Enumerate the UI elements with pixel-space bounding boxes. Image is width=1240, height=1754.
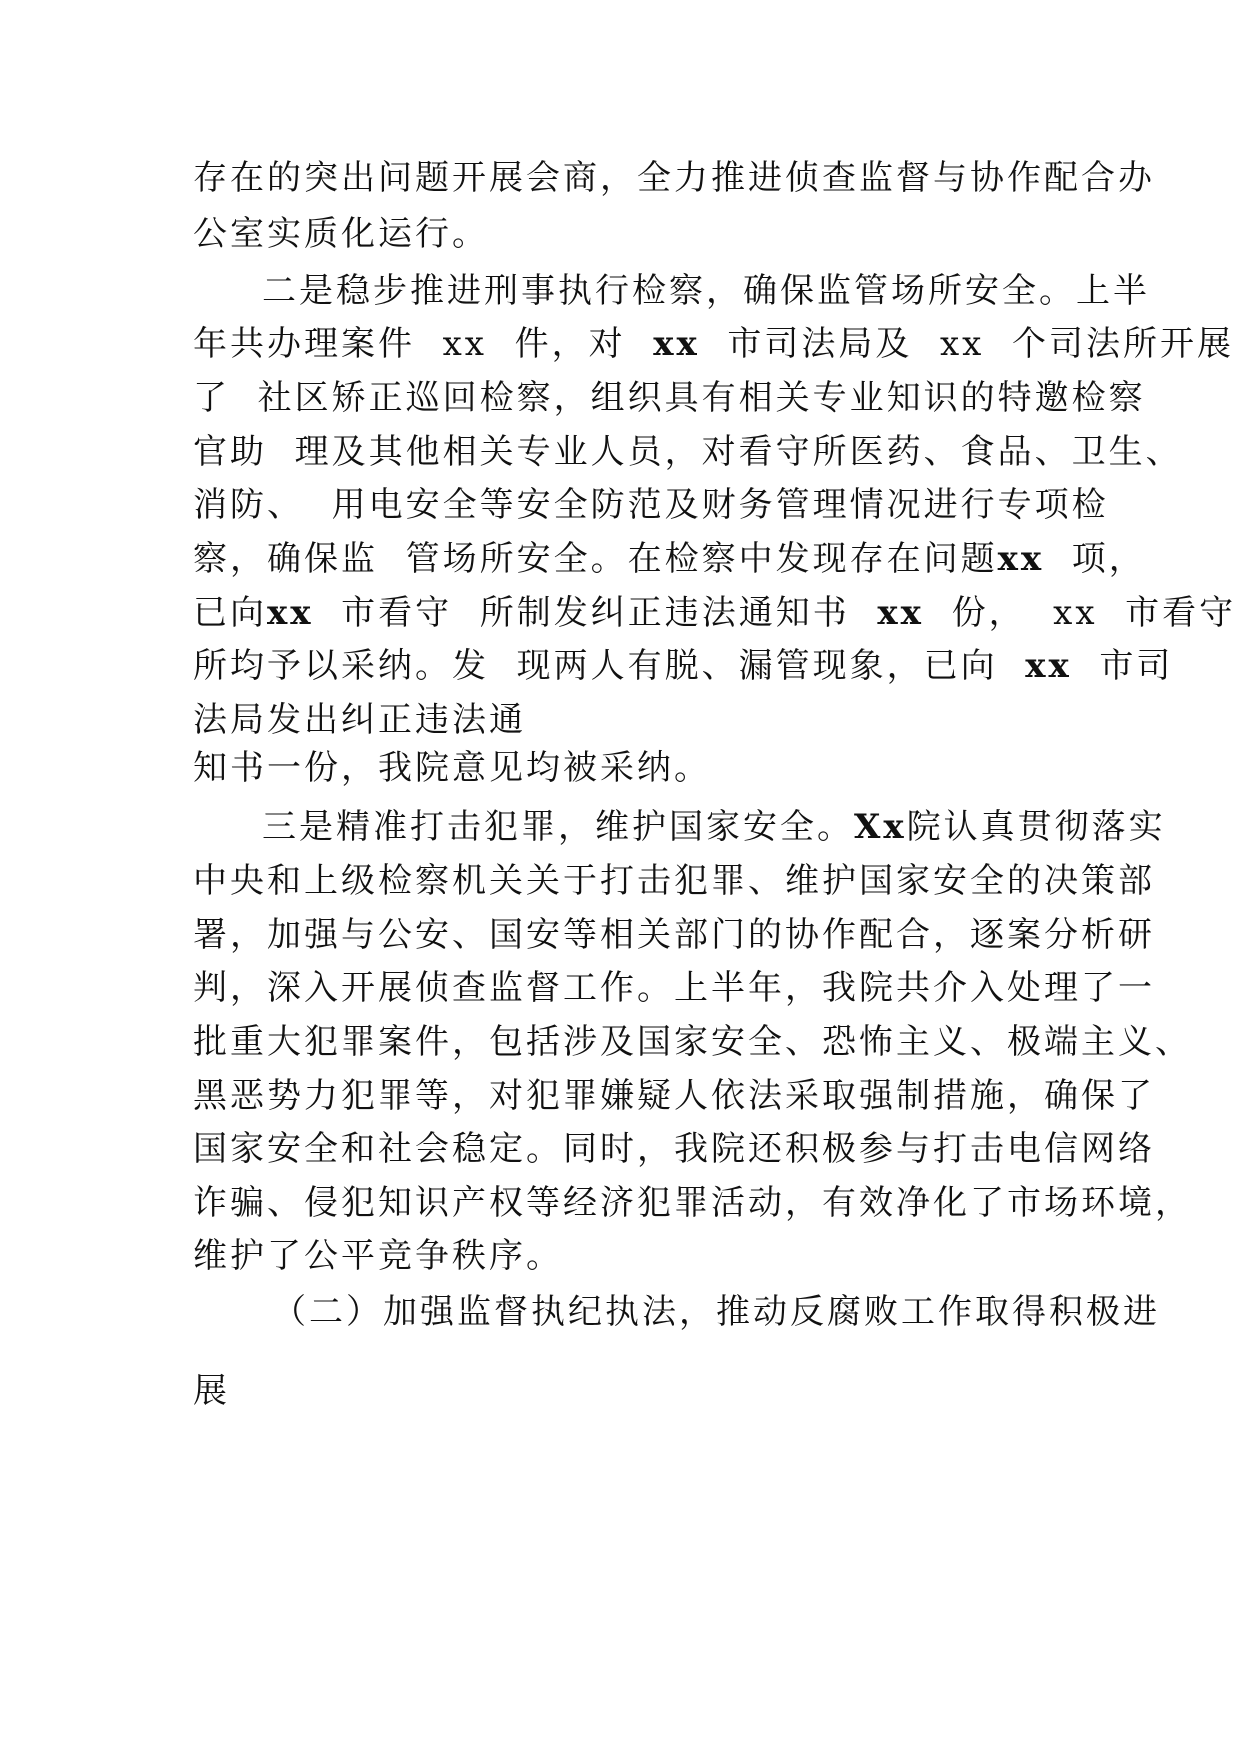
para2-line-8-b: xx (1025, 646, 1072, 686)
para2-line-7-b: xx (267, 593, 314, 633)
para2-line-2-b: xx (653, 324, 700, 364)
para3-line-9: 维护了公平竞争秩序。 (193, 1236, 563, 1276)
para2-line-6 (193, 539, 1146, 579)
para3-line-1-b: Xx (854, 807, 907, 847)
para3-line-2: 中央和上级检察机关关于打击犯罪、维护国家安全的决策部 (193, 861, 1155, 901)
para3-line-5: 批重大犯罪案件，包括涉及国家安全、恐怖主义、极端主义、 (193, 1022, 1192, 1062)
para1-line-1: 存在的突出问题开展会商，全力推进侦查监督与协作配合办 (193, 158, 1155, 198)
para2-line-2-a: 年共办理案件 xx 件，对 (193, 324, 654, 364)
section-heading-line-1: （二）加强监督执纪执法，推动反腐败工作取得积极进 (272, 1292, 1160, 1332)
para2-line-9: 法局发出纠正违法通 (193, 700, 526, 740)
para2-line-4: 官助 理及其他相关专业人员，对看守所医药、食品、卫生、 (193, 432, 1183, 472)
para2-line-6-c: 项， (1044, 539, 1146, 579)
para3-line-7: 国家安全和社会稳定。同时，我院还积极参与打击电信网络 (193, 1129, 1155, 1169)
para3-line-1-c: 院认真贯彻落实 (906, 807, 1166, 847)
para2-line-10: 知书一份，我院意见均被采纳。 (193, 748, 711, 788)
para3-line-1-a: 三是精准打击犯罪，维护国家安全。 (262, 807, 854, 847)
para2-line-6-b: xx (997, 539, 1045, 579)
para2-line-7-a: 已向 (193, 593, 267, 633)
para2-line-1: 二是稳步推进刑事执行检察，确保监管场所安全。上半 (262, 271, 1150, 311)
para3-line-6: 黑恶势力犯罪等，对犯罪嫌疑人依法采取强制措施，确保了 (193, 1076, 1155, 1116)
para2-line-5: 消防、 用电安全等安全防范及财务管理情况进行专项检 (193, 485, 1109, 525)
para3-line-1 (262, 807, 1166, 847)
para1-line-2: 公室实质化运行。 (193, 214, 489, 254)
para2-line-7-c: 市看守 所制发纠正违法通知书 (313, 593, 878, 633)
para2-line-3: 了 社区矫正巡回检察，组织具有相关专业知识的特邀检察 (193, 378, 1146, 418)
para2-line-6-a: 察，确保监 管场所安全。在检察中发现存在问题 (193, 539, 998, 579)
para2-line-8-a: 所均予以采纳。发 现两人有脱、漏管现象，已向 (193, 646, 1026, 686)
para2-line-7 (193, 593, 1236, 633)
section-heading-line-2: 展 (193, 1371, 230, 1411)
para2-line-2-c: 市司法局及 xx 个司法所开展 (699, 324, 1234, 364)
para3-line-3: 署，加强与公安、国安等相关部门的协作配合，逐案分析研 (193, 915, 1155, 955)
para2-line-7-e: 份， xx 市看守 (923, 593, 1237, 633)
para2-line-2 (193, 324, 1234, 364)
para2-line-8 (193, 646, 1173, 686)
para2-line-8-c: 市司 (1071, 646, 1174, 686)
para2-line-7-d: xx (877, 593, 924, 633)
para3-line-8: 诈骗、侵犯知识产权等经济犯罪活动，有效净化了市场环境， (193, 1183, 1192, 1223)
para3-line-4: 判，深入开展侦查监督工作。上半年，我院共介入处理了一 (193, 968, 1155, 1008)
